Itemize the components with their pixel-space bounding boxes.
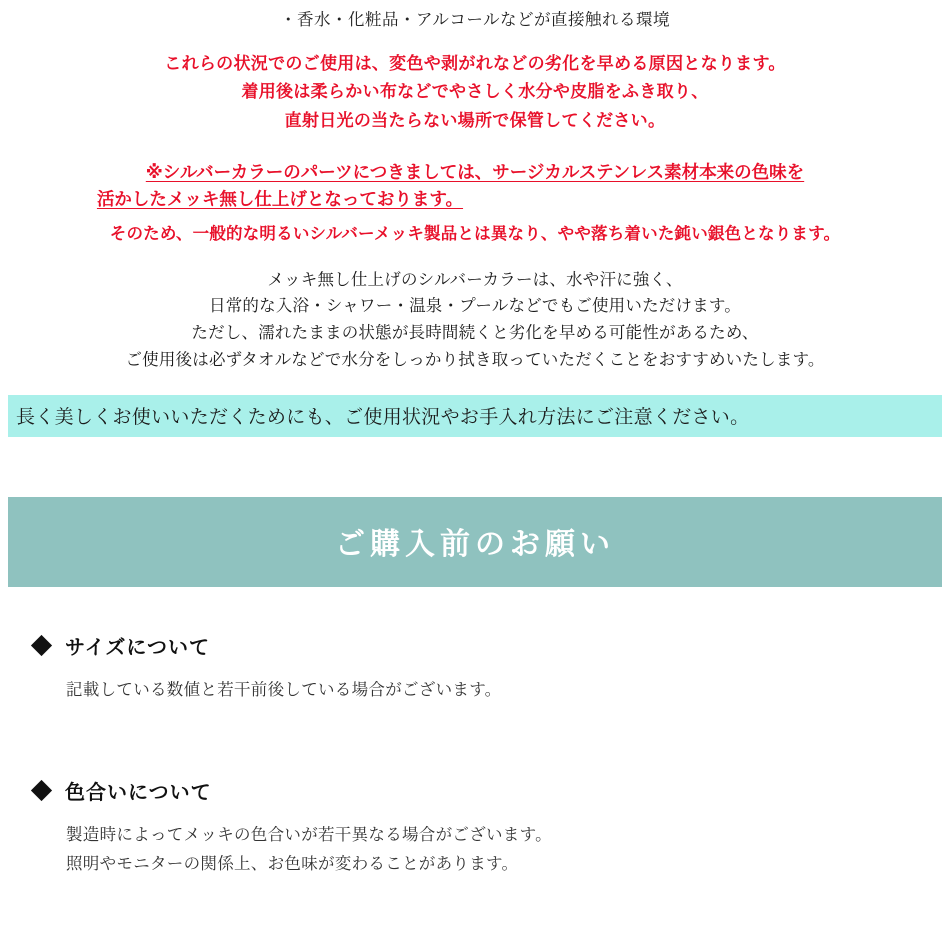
item-title-size — [34, 631, 916, 660]
warning-line-2: 着用後は柔らかい布などでやさしく水分や皮脂をふき取り、 — [241, 82, 709, 102]
detail-line-1: メッキ無し仕上げのシルバーカラーは、水や汗に強く、 — [267, 270, 683, 289]
environment-condition-line: ・香水・化粧品・アルコールなどが直接触れる環境 — [279, 11, 670, 29]
warning-line-3: 直射日光の当たらない場所で保管してください。 — [284, 110, 666, 130]
silver-note-line-1: ※シルバーカラーのパーツにつきましては、サージカルステンレス素材本来の色味を — [145, 162, 805, 183]
silver-note-sub: そのため、一般的な明るいシルバーメッキ製品とは異なり、やや落ち着いた鈍い銀色となります。 — [109, 224, 841, 243]
highlight-band-wrapper — [8, 395, 942, 437]
silver-note-line-2: 活かしたメッキ無し仕上げとなっております。 — [96, 189, 464, 210]
list-item — [34, 776, 916, 879]
silver-note-line-2-wrap — [0, 186, 950, 213]
care-warning-block — [0, 0, 950, 437]
detail-line-2: 日常的な入浴・シャワー・温泉・プールなどでもご使用いただけます。 — [209, 297, 741, 316]
section-header-before-purchase: ご購入前のお願い — [8, 497, 942, 587]
item-body-size — [34, 676, 916, 705]
detail-line-4: ご使用後は必ずタオルなどで水分をしっかり拭き取っていただくことをおすすめいたします。 — [125, 350, 825, 369]
silver-color-note — [0, 159, 950, 243]
list-item — [34, 631, 916, 705]
item-body-color-line-2: 照明やモニターの関係上、お色味が変わることがあります。 — [66, 855, 519, 874]
item-title-color — [34, 776, 916, 805]
item-body-size-line-1: 記載している数値と若干前後している場合がございます。 — [66, 680, 502, 699]
diamond-bullet-icon — [31, 634, 52, 655]
silver-care-detail — [0, 268, 950, 373]
highlight-banner: 長く美しくお使いいただくためにも、ご使用状況やお手入れ方法にご注意ください。 — [8, 395, 942, 437]
before-purchase-items — [0, 631, 950, 880]
warning-line-1: これらの状況でのご使用は、変色や剥がれなどの劣化を早める原因となります。 — [164, 53, 786, 73]
silver-note-underlined — [0, 159, 950, 213]
item-body-color — [34, 821, 916, 879]
item-title-color-label: 色合いについて — [65, 782, 212, 805]
item-body-color-line-1: 製造時によってメッキの色合いが若干異なる場合がございます。 — [66, 826, 552, 845]
detail-line-3: ただし、濡れたままの状態が長時間続くと劣化を早める可能性があるため、 — [191, 324, 759, 342]
warning-paragraph — [0, 51, 950, 134]
item-title-size-label: サイズについて — [65, 636, 210, 659]
diamond-bullet-icon — [31, 780, 52, 801]
